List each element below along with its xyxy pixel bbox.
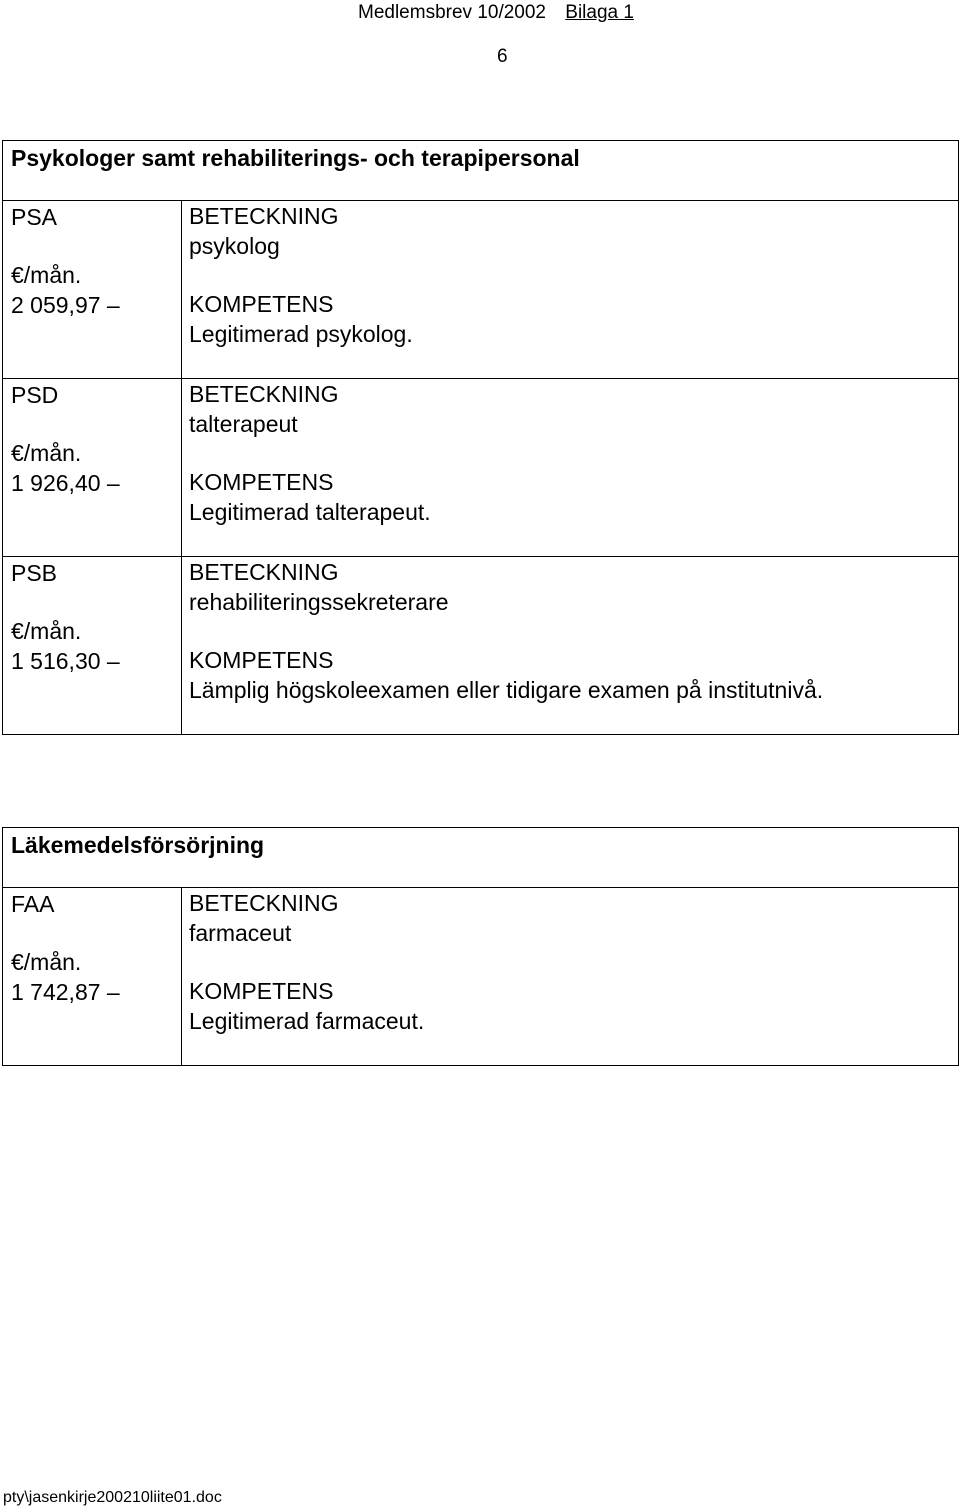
code-cell — [3, 201, 182, 379]
salary-unit: €/mån. — [11, 262, 82, 288]
beteckning-value: psykolog — [189, 233, 280, 259]
kompetens-label: KOMPETENS — [189, 647, 334, 673]
salary-code: PSA — [11, 204, 58, 230]
newsletter-title: Medlemsbrev 10/2002 — [358, 2, 546, 23]
salary-unit: €/mån. — [11, 440, 82, 466]
beteckning-label: BETECKNING — [189, 890, 339, 916]
section-header-row — [3, 141, 959, 201]
table-row — [3, 557, 959, 735]
description-cell — [182, 379, 959, 557]
beteckning-value: talterapeut — [189, 411, 298, 437]
salary-amount: 1 516,30 – — [11, 648, 120, 674]
beteckning-label: BETECKNING — [189, 559, 339, 585]
code-cell — [3, 379, 182, 557]
page-header — [358, 2, 634, 24]
beteckning-value: rehabiliteringssekreterare — [189, 589, 449, 615]
code-cell — [3, 888, 182, 1066]
kompetens-label: KOMPETENS — [189, 469, 334, 495]
page-number: 6 — [497, 46, 508, 67]
salary-unit: €/mån. — [11, 618, 82, 644]
footer-filename: pty\jasenkirje200210liite01.doc — [3, 1489, 222, 1506]
table-row — [3, 888, 959, 1066]
kompetens-value: Legitimerad talterapeut. — [189, 499, 431, 525]
salary-table-pharmacy — [2, 827, 959, 1066]
attachment-label: Bilaga 1 — [565, 2, 634, 23]
kompetens-value: Lämplig högskoleexamen eller tidigare examen på institutnivå. — [189, 677, 824, 703]
salary-table-psychologists — [2, 140, 959, 735]
kompetens-label: KOMPETENS — [189, 291, 334, 317]
section-title: Psykologer samt rehabiliterings- och terapipersonal — [11, 145, 580, 171]
salary-code: PSD — [11, 382, 59, 408]
description-cell — [182, 557, 959, 735]
section-header-row — [3, 828, 959, 888]
section-header-cell — [3, 828, 959, 888]
beteckning-label: BETECKNING — [189, 381, 339, 407]
code-cell — [3, 557, 182, 735]
salary-amount: 1 926,40 – — [11, 470, 120, 496]
kompetens-value: Legitimerad psykolog. — [189, 321, 413, 347]
salary-code: FAA — [11, 891, 55, 917]
salary-unit: €/mån. — [11, 949, 82, 975]
section-title: Läkemedelsförsörjning — [11, 832, 265, 858]
salary-amount: 1 742,87 – — [11, 979, 120, 1005]
description-cell — [182, 888, 959, 1066]
description-cell — [182, 201, 959, 379]
salary-code: PSB — [11, 560, 58, 586]
salary-amount: 2 059,97 – — [11, 292, 120, 318]
kompetens-value: Legitimerad farmaceut. — [189, 1008, 425, 1034]
section-header-cell — [3, 141, 959, 201]
table-row — [3, 379, 959, 557]
beteckning-value: farmaceut — [189, 920, 292, 946]
table-row — [3, 201, 959, 379]
beteckning-label: BETECKNING — [189, 203, 339, 229]
kompetens-label: KOMPETENS — [189, 978, 334, 1004]
